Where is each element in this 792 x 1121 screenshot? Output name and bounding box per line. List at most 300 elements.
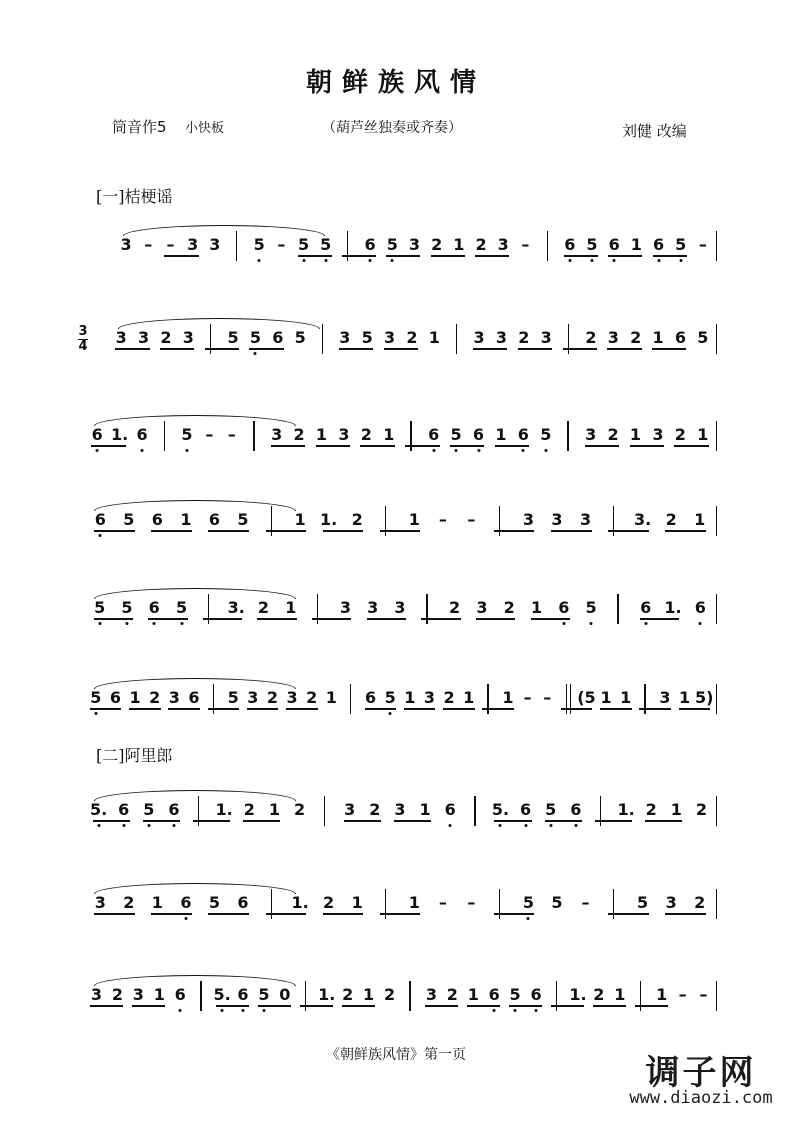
underline-beam xyxy=(208,708,240,710)
note: 5 xyxy=(361,328,373,347)
sustain-dash: – xyxy=(698,235,707,254)
note: 5. xyxy=(89,800,108,819)
note: 2 xyxy=(342,985,354,1004)
barline-end xyxy=(716,889,717,919)
note: 6 xyxy=(208,510,221,529)
underline-beam xyxy=(247,708,279,710)
underline-beam xyxy=(473,348,507,350)
underline-beam xyxy=(405,445,439,447)
underline-beam xyxy=(653,255,687,257)
underline-beam xyxy=(674,445,708,447)
note: 6 xyxy=(151,510,163,529)
note: 3 xyxy=(115,328,127,347)
octave-dot xyxy=(147,824,150,827)
note: 2 xyxy=(449,598,461,617)
note: 3 xyxy=(286,688,298,707)
octave-dot xyxy=(562,622,565,625)
underline-beam xyxy=(339,348,373,350)
underline-beam xyxy=(450,445,484,447)
note: 3 xyxy=(394,598,406,617)
underline-beam xyxy=(129,708,161,710)
note: 2 xyxy=(369,800,381,819)
barline xyxy=(570,684,571,714)
note: 3 xyxy=(473,328,485,347)
underline-beam xyxy=(495,445,529,447)
underline-beam xyxy=(475,255,509,257)
barline xyxy=(547,231,548,261)
underline-beam xyxy=(380,530,421,532)
underline-beam xyxy=(266,913,307,915)
note: 5 xyxy=(320,235,332,254)
note: 6 xyxy=(652,235,665,254)
note: 2 xyxy=(293,425,305,444)
note: 6 xyxy=(444,800,456,819)
note: 3 xyxy=(209,235,221,254)
octave-dot xyxy=(172,824,175,827)
barline-end xyxy=(716,684,717,714)
slur xyxy=(94,975,296,986)
underline-beam xyxy=(316,445,350,447)
octave-dot xyxy=(544,449,547,452)
note: 3 xyxy=(495,328,508,347)
note: 2 xyxy=(585,328,597,347)
underline-beam xyxy=(91,445,125,447)
octave-dot xyxy=(524,824,527,827)
note: 3 xyxy=(579,510,592,529)
underline-beam xyxy=(271,445,305,447)
note: 5 xyxy=(94,598,106,617)
octave-dot xyxy=(98,622,101,625)
note: 2 xyxy=(323,893,335,912)
slur xyxy=(94,790,296,801)
barline xyxy=(322,324,323,354)
note: 6 xyxy=(364,688,377,707)
note: 3 xyxy=(394,800,406,819)
note: 3 xyxy=(425,985,437,1004)
note: 3 xyxy=(476,598,488,617)
note: 2 xyxy=(351,510,363,529)
barline xyxy=(317,594,318,624)
note: 6 xyxy=(564,235,576,254)
barline xyxy=(426,594,427,624)
note: 1 xyxy=(151,893,163,912)
octave-dot xyxy=(391,259,394,262)
barline xyxy=(644,684,645,714)
note: 1 xyxy=(463,688,475,707)
note: 5 xyxy=(540,425,552,444)
note: 6 xyxy=(168,800,180,819)
note: 5 xyxy=(697,328,709,347)
underline-beam xyxy=(93,820,130,822)
note: 6 xyxy=(94,510,106,529)
note: 3 xyxy=(659,688,671,707)
note: 5 xyxy=(208,893,221,912)
sustain-dash: – xyxy=(467,893,476,912)
octave-dot xyxy=(432,449,435,452)
underline-beam xyxy=(564,255,598,257)
underline-beam xyxy=(467,1005,500,1007)
note: 2 xyxy=(475,235,487,254)
underline-beam xyxy=(312,618,351,620)
underline-beam xyxy=(665,530,706,532)
note: 3 xyxy=(271,425,283,444)
note: 3 xyxy=(585,425,597,444)
note: 3 xyxy=(367,598,379,617)
sustain-dash: – xyxy=(523,688,532,707)
note: 5 xyxy=(175,598,188,617)
note: 2 xyxy=(607,425,619,444)
octave-dot xyxy=(262,1009,265,1012)
staff-row-1 xyxy=(0,225,792,265)
note: 3 xyxy=(338,425,350,444)
slur xyxy=(94,415,296,426)
underline-beam xyxy=(645,820,682,822)
octave-dot xyxy=(477,449,480,452)
underline-beam xyxy=(639,708,671,710)
sustain-dash: – xyxy=(581,893,590,912)
octave-dot xyxy=(679,259,682,262)
underline-beam xyxy=(431,255,465,257)
note: 3 xyxy=(423,688,436,707)
note: 3 xyxy=(132,985,144,1004)
sustain-dash: – xyxy=(277,235,286,254)
underline-beam xyxy=(160,348,194,350)
underline-beam xyxy=(595,820,632,822)
note: 6 xyxy=(180,893,192,912)
barline xyxy=(566,684,567,714)
underline-beam xyxy=(421,618,460,620)
note: 1 xyxy=(268,800,280,819)
underline-beam xyxy=(607,348,641,350)
page-footer: 《朝鲜族风情》第一页 xyxy=(326,1047,466,1063)
barline xyxy=(409,981,410,1011)
underline-beam xyxy=(203,618,242,620)
barline xyxy=(600,796,601,826)
underline-beam xyxy=(151,530,192,532)
note: 5 xyxy=(586,235,598,254)
barline-end xyxy=(716,231,717,261)
note: 2 xyxy=(518,328,530,347)
underline-beam xyxy=(509,1005,542,1007)
barline-end xyxy=(716,981,717,1011)
note: 2 xyxy=(503,598,515,617)
note: 1 xyxy=(502,688,514,707)
note: 6 xyxy=(694,598,706,617)
barline-end xyxy=(716,324,717,354)
octave-dot xyxy=(258,259,261,262)
note: 1 xyxy=(453,235,465,254)
barline xyxy=(499,506,500,536)
underline-beam xyxy=(132,1005,165,1007)
note: 2 xyxy=(674,425,686,444)
note: 2 xyxy=(266,688,279,707)
underline-beam xyxy=(342,1005,375,1007)
barline xyxy=(305,981,306,1011)
underline-beam xyxy=(323,530,364,532)
underline-beam xyxy=(148,618,187,620)
note: 1. xyxy=(318,985,336,1004)
note: 1. xyxy=(664,598,682,617)
underline-beam xyxy=(258,1005,291,1007)
underline-beam xyxy=(545,820,582,822)
note: 1 xyxy=(620,688,632,707)
octave-dot xyxy=(99,534,102,537)
underline-beam xyxy=(630,445,664,447)
octave-dot xyxy=(242,1009,245,1012)
slur xyxy=(94,588,296,599)
note: 2 xyxy=(443,688,455,707)
underline-beam xyxy=(640,618,679,620)
note: 5 xyxy=(249,328,261,347)
note: 1 xyxy=(363,985,375,1004)
octave-dot xyxy=(96,449,99,452)
octave-dot xyxy=(590,259,593,262)
barline xyxy=(385,506,386,536)
octave-dot xyxy=(302,259,305,262)
note: 1 xyxy=(652,328,664,347)
underline-beam xyxy=(193,820,230,822)
barline xyxy=(499,889,500,919)
slur xyxy=(94,500,296,511)
underline-beam xyxy=(143,820,180,822)
note: 6 xyxy=(237,985,249,1004)
octave-dot xyxy=(514,1009,517,1012)
octave-dot xyxy=(122,824,125,827)
octave-dot xyxy=(455,449,458,452)
underline-beam xyxy=(425,1005,458,1007)
watermark-logo xyxy=(616,1045,786,1108)
note: 3 xyxy=(384,328,396,347)
note: 1 xyxy=(408,893,420,912)
note: 6 xyxy=(118,800,130,819)
barline xyxy=(567,421,568,451)
sustain-dash: – xyxy=(144,235,153,254)
underline-beam xyxy=(208,913,249,915)
note: 5 xyxy=(227,328,239,347)
octave-dot xyxy=(389,712,392,715)
note: 5 xyxy=(509,985,521,1004)
note: 2 xyxy=(694,893,706,912)
note: 1 xyxy=(351,893,363,912)
note: 1 xyxy=(428,328,440,347)
note: 3 xyxy=(247,688,259,707)
note: 5 xyxy=(585,598,597,617)
sustain-dash: – xyxy=(438,893,447,912)
note: 3 xyxy=(137,328,150,347)
note: 5 xyxy=(675,235,687,254)
note: 1 xyxy=(180,510,192,529)
underline-beam xyxy=(494,530,535,532)
octave-dot xyxy=(324,259,327,262)
underline-beam xyxy=(266,530,307,532)
underline-beam xyxy=(286,708,318,710)
note: 3. xyxy=(227,598,245,617)
note: 3 xyxy=(339,328,351,347)
note: 2 xyxy=(306,688,318,707)
note: 2 xyxy=(123,893,135,912)
octave-dot xyxy=(125,622,128,625)
note: 1 xyxy=(670,800,682,819)
note: 1. xyxy=(320,510,338,529)
underline-beam xyxy=(600,708,632,710)
note: 1 xyxy=(600,688,612,707)
note: 1 xyxy=(630,235,642,254)
note: 3 xyxy=(120,235,132,254)
note: 5 xyxy=(551,893,563,912)
underline-beam xyxy=(94,913,135,915)
octave-dot xyxy=(221,1009,224,1012)
underline-beam xyxy=(608,913,649,915)
barline xyxy=(456,324,457,354)
note: 0 xyxy=(279,985,291,1004)
underline-beam xyxy=(679,708,711,710)
octave-dot xyxy=(184,917,187,920)
underline-beam xyxy=(608,255,642,257)
barline xyxy=(613,889,614,919)
note: 3 xyxy=(607,328,619,347)
note: 5 xyxy=(227,688,239,707)
note: 2 xyxy=(160,328,172,347)
staff-row-2 xyxy=(0,318,792,358)
octave-dot xyxy=(499,824,502,827)
underline-beam xyxy=(593,1005,626,1007)
slur xyxy=(94,678,296,689)
octave-dot xyxy=(97,824,100,827)
note: 5 xyxy=(237,510,249,529)
note: 1 xyxy=(656,985,668,1004)
note: 3 xyxy=(344,800,356,819)
note: 1 xyxy=(530,598,543,617)
note: 6 xyxy=(558,598,570,617)
watermark-url: www.diaozi.com xyxy=(629,1088,773,1108)
underline-beam xyxy=(208,530,249,532)
underline-beam xyxy=(635,1005,668,1007)
note: 3 xyxy=(652,425,664,444)
tempo-marking: 小快板 xyxy=(185,121,225,136)
barline xyxy=(324,796,325,826)
note: 5 xyxy=(258,985,270,1004)
underline-beam xyxy=(380,913,421,915)
note: 3 xyxy=(497,235,509,254)
underline-beam xyxy=(367,618,406,620)
note: 6 xyxy=(488,985,500,1004)
note: 5 xyxy=(450,425,462,444)
key-signature: 筒音作5 xyxy=(112,118,167,136)
barline xyxy=(568,324,569,354)
note: 5 xyxy=(637,893,649,912)
note: (5 xyxy=(577,688,596,707)
underline-beam xyxy=(384,348,418,350)
note: 6 xyxy=(364,235,376,254)
note: 5 xyxy=(384,688,396,707)
note: 3 xyxy=(339,598,351,617)
note: 2 xyxy=(257,598,270,617)
note: 2 xyxy=(243,800,255,819)
octave-dot xyxy=(449,824,452,827)
note: 2 xyxy=(431,235,443,254)
underline-beam xyxy=(518,348,552,350)
note: 1 xyxy=(129,688,141,707)
underline-beam xyxy=(386,255,420,257)
note: 1. xyxy=(215,800,233,819)
underline-beam xyxy=(561,708,593,710)
octave-dot xyxy=(254,352,257,355)
slur xyxy=(123,225,325,236)
note: 1 xyxy=(404,688,416,707)
underline-beam xyxy=(115,348,149,350)
note: 1 xyxy=(325,688,337,707)
note: 2 xyxy=(630,328,642,347)
note: 6 xyxy=(520,800,532,819)
note: 1 xyxy=(697,425,709,444)
octave-dot xyxy=(94,712,97,715)
underline-beam xyxy=(482,708,514,710)
note: 5 xyxy=(181,425,193,444)
octave-dot xyxy=(179,1009,182,1012)
underline-beam xyxy=(216,1005,249,1007)
note: 3 xyxy=(522,510,535,529)
note: 3 xyxy=(182,328,194,347)
underline-beam xyxy=(404,708,436,710)
barline-end xyxy=(716,506,717,536)
note: 3 xyxy=(408,235,421,254)
underline-beam xyxy=(257,618,296,620)
note: 6 xyxy=(188,688,200,707)
barline-end xyxy=(716,796,717,826)
underline-beam xyxy=(300,1005,333,1007)
note: 6 xyxy=(570,800,582,819)
octave-dot xyxy=(141,449,144,452)
staff-row-8 xyxy=(0,883,792,923)
note: 6 xyxy=(640,598,652,617)
note: 5 xyxy=(123,510,135,529)
note: 6 xyxy=(428,425,440,444)
underline-beam xyxy=(665,913,706,915)
note: 5) xyxy=(694,688,714,707)
octave-dot xyxy=(574,824,577,827)
note: 5. xyxy=(213,985,231,1004)
barline xyxy=(487,684,488,714)
note: 2 xyxy=(593,985,605,1004)
octave-dot xyxy=(644,622,647,625)
note: 5 xyxy=(253,235,265,254)
octave-dot xyxy=(590,622,593,625)
octave-dot xyxy=(153,622,156,625)
note: 6 xyxy=(136,425,148,444)
note: 1 xyxy=(629,425,642,444)
note: 1 xyxy=(419,800,431,819)
sustain-dash: – xyxy=(467,510,476,529)
octave-dot xyxy=(185,449,188,452)
octave-dot xyxy=(493,1009,496,1012)
note: 3 xyxy=(551,510,563,529)
note: 3 xyxy=(187,235,199,254)
note: 1 xyxy=(495,425,507,444)
note: 1. xyxy=(111,425,129,444)
note: 2 xyxy=(293,800,306,819)
underline-beam xyxy=(551,1005,584,1007)
octave-dot xyxy=(180,622,183,625)
octave-dot xyxy=(613,259,616,262)
underline-beam xyxy=(443,708,475,710)
barline xyxy=(410,421,411,451)
underline-beam xyxy=(90,708,122,710)
note: 1 xyxy=(694,510,706,529)
underline-beam xyxy=(494,913,535,915)
note: 6 xyxy=(237,893,249,912)
octave-dot xyxy=(549,824,552,827)
note: 6 xyxy=(272,328,284,347)
